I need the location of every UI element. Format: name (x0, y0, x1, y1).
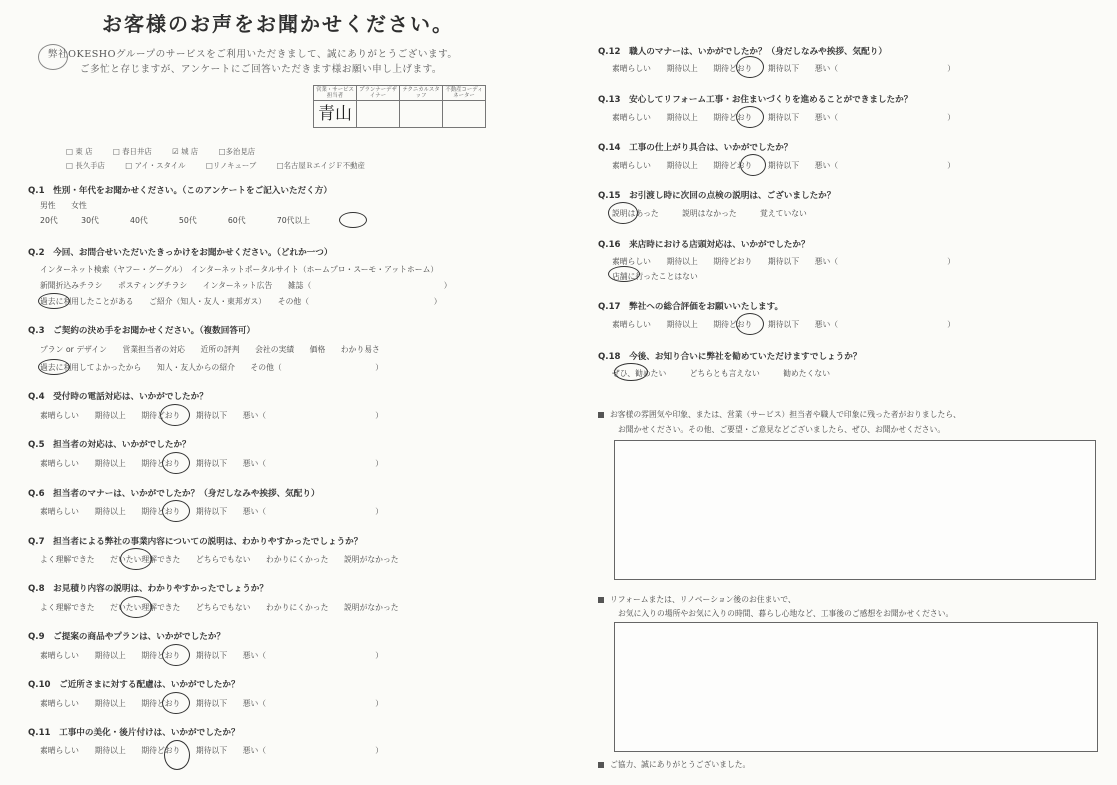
question-6: Q.6 担当者のマナーは、いかがでしたか？（身だしなみや挨拶、気配り） (28, 489, 320, 499)
intro-line-1: 弊社OKESHOグループのサービスをご利用いただきまして、誠にありがとうございます。 (48, 49, 458, 60)
answer-line[interactable]: ぜひ、勧めたい どちらとも言えない 勧めたくない (612, 369, 830, 378)
staff-cell-realestate[interactable] (443, 101, 486, 128)
branch-checkbox[interactable]: □名古屋ＲエイジＦ不動産 (276, 161, 365, 170)
staff-cell-planner[interactable] (357, 101, 400, 128)
answer-line[interactable]: 素晴らしい 期待以上 期待どおり 期待以下 悪い（ ） (40, 411, 384, 420)
question-14: Q.14 工事の仕上がり具合は、いかがでしたか？ (598, 143, 793, 153)
answer-line[interactable]: プラン or デザイン 営業担当者の対応 近所の評判 会社の実績 価格 わかり易さ (40, 345, 380, 354)
question-4: Q.4 受付時の電話対応は、いかがでしたか？ (28, 392, 208, 402)
staff-table (313, 85, 486, 128)
answer-line[interactable]: よく理解できた だいたい理解できた どちらでもない わかりにくかった 説明がなかった (40, 555, 399, 564)
answer-line[interactable]: 素晴らしい 期待以上 期待どおり 期待以下 悪い（ ） (40, 651, 384, 660)
comment-prompt-2: リフォームまたは、リノベーション後のお住まいで、 (598, 594, 796, 605)
intro-line-2: ご多忙と存じますが、アンケートにご回答いただきます様お願い申し上げます。 (80, 64, 443, 75)
question-1: Q.1 性別・年代をお聞かせください。（このアンケートをご記入いただく方） (28, 186, 332, 196)
question-15: Q.15 お引渡し時に次回の点検の説明は、ございましたか？ (598, 191, 836, 201)
answer-line[interactable]: 過去に利用したことがある ご紹介（知人・友人・東邦ガス） その他（ ） (40, 297, 442, 306)
question-7: Q.7 担当者による弊社の事業内容についての説明は、わかりやすかったでしょうか？ (28, 537, 363, 547)
branch-checkbox[interactable]: □ 東 店 (66, 147, 93, 156)
answer-line[interactable]: 素晴らしい 期待以上 期待どおり 期待以下 悪い（ ） (40, 507, 384, 516)
question-17: Q.17 弊社への総合評価をお願いいたします。 (598, 302, 784, 312)
thanks-line: ご協力、誠にありがとうございました。 (598, 759, 750, 770)
answer-line[interactable]: 素晴らしい 期待以上 期待どおり 期待以下 悪い（ ） (612, 113, 956, 122)
staff-header-realestate: 不動産コーディネーター (443, 86, 486, 101)
square-bullet-icon (598, 597, 604, 603)
comment-box-1[interactable] (614, 440, 1096, 580)
question-16: Q.16 来店時における店頭対応は、いかがでしたか？ (598, 240, 810, 250)
answer-line[interactable]: 新聞折込みチラシ ポスティングチラシ インターネット広告 雑誌（ ） (40, 281, 452, 290)
branch-checkbox[interactable]: □リノキューブ (205, 161, 257, 170)
staff-header-planner: プランナーデザイナー (357, 86, 400, 101)
question-11: Q.11 工事中の美化・後片付けは、いかがでしたか？ (28, 728, 240, 738)
branch-checkbox[interactable]: □多治見店 (218, 147, 256, 156)
branch-list (66, 146, 383, 171)
answer-line[interactable]: 素晴らしい 期待以上 期待どおり 期待以下 悪い（ ） (40, 459, 384, 468)
answer-line[interactable]: 20代 30代 40代 50代 60代 70代以上 (40, 216, 311, 225)
square-bullet-icon (598, 412, 604, 418)
question-12: Q.12 職人のマナーは、いかがでしたか？（身だしなみや挨拶、気配り） (598, 47, 887, 57)
answer-line[interactable]: 素晴らしい 期待以上 期待どおり 期待以下 悪い（ ） (612, 161, 956, 170)
question-3: Q.3 ご契約の決め手をお聞かせください。（複数回答可） (28, 326, 256, 336)
question-8: Q.8 お見積り内容の説明は、わかりやすかったでしょうか？ (28, 584, 268, 594)
comment-prompt-2-line-2: お気に入りの場所やお気に入りの時間、暮らし心地など、工事後のご感想をお聞かせください。 (618, 609, 954, 618)
question-10: Q.10 ご近所さまに対する配慮は、いかがでしたか？ (28, 680, 240, 690)
branch-checkbox[interactable]: ☑ 城 店 (172, 147, 199, 156)
comment-box-2[interactable] (614, 622, 1098, 752)
answer-line[interactable]: 素晴らしい 期待以上 期待どおり 期待以下 悪い（ ） (612, 320, 956, 329)
square-bullet-icon (598, 762, 604, 768)
branch-checkbox[interactable]: □ 長久手店 (66, 161, 105, 170)
page-title: お客様のお声をお聞かせください。 (102, 12, 454, 36)
answer-line[interactable]: 素晴らしい 期待以上 期待どおり 期待以下 悪い（ ） (612, 257, 956, 266)
answer-line[interactable]: 男性 女性 (40, 201, 87, 210)
comment-prompt-1-line-2: お聞かせください。その他、ご要望・ご意見などございましたら、ぜひ、お聞かせください。 (618, 425, 946, 434)
handwritten-circle (339, 212, 367, 228)
answer-line[interactable]: 説明はあった 説明はなかった 覚えていない (612, 209, 807, 218)
staff-cell-technical[interactable] (400, 101, 443, 128)
comment-prompt-1: お客様の雰囲気や印象、または、営業（サービス）担当者や職人で印象に残った者がおりましたら、 (598, 409, 961, 420)
question-18: Q.18 今後、お知り合いに弊社を勧めていただけますでしょうか？ (598, 352, 862, 362)
answer-line[interactable]: 店舗に行ったことはない (612, 272, 698, 281)
answer-line[interactable]: 素晴らしい 期待以上 期待どおり 期待以下 悪い（ ） (612, 64, 956, 73)
branch-checkbox[interactable]: □ 春日井店 (112, 147, 152, 156)
answer-line[interactable]: インターネット検索（ヤフー・グーグル） インターネットポータルサイト（ホームプロ・スーモ・アットホーム） (40, 265, 439, 274)
staff-header-sales: 営業・サービス担当者 (314, 86, 357, 101)
answer-line[interactable]: よく理解できた だいたい理解できた どちらでもない わかりにくかった 説明がなかった (40, 603, 399, 612)
staff-header-technical: テクニカルスタッフ (400, 86, 443, 101)
question-2: Q.2 今回、お問合せいただいたきっかけをお聞かせください。（どれか一つ） (28, 248, 333, 258)
staff-signature-cell[interactable] (314, 101, 357, 128)
branch-checkbox[interactable]: □ アイ・スタイル (125, 161, 186, 170)
answer-line[interactable]: 素晴らしい 期待以上 期待どおり 期待以下 悪い（ ） (40, 699, 384, 708)
question-5: Q.5 担当者の対応は、いかがでしたか？ (28, 440, 191, 450)
answer-line[interactable]: 過去に利用してよかったから 知人・友人からの紹介 その他（ ） (40, 363, 384, 372)
question-9: Q.9 ご提案の商品やプランは、いかがでしたか？ (28, 632, 226, 642)
staff-signature: 青山 (318, 103, 352, 124)
answer-line[interactable]: 素晴らしい 期待以上 期待どおり 期待以下 悪い（ ） (40, 746, 384, 755)
question-13: Q.13 安心してリフォーム工事・お住まいづくりを進めることができましたか？ (598, 95, 913, 105)
